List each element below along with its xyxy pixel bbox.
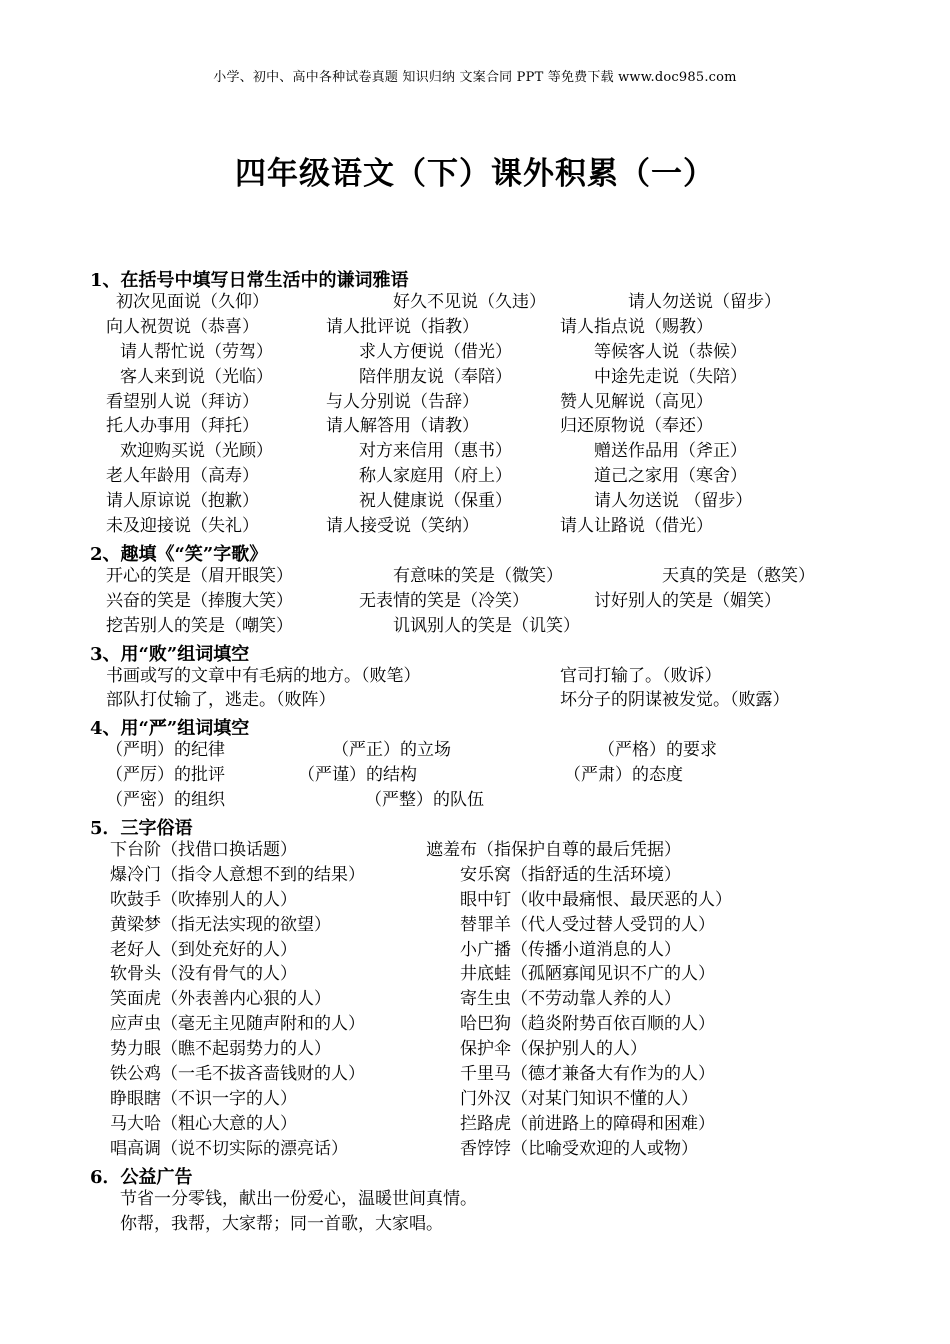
section-2-title: 2、趣填《“笑”字歌》 [90, 544, 268, 565]
s5-cell: 应声虫（毫无主见随声附和的人） [110, 1014, 365, 1034]
s4-cell: （严密）的组织 [106, 790, 225, 810]
s5-cell: 睁眼瞎（不识一字的人） [110, 1089, 297, 1109]
s5-cell: 拦路虎（前进路上的障碍和困难） [460, 1114, 715, 1134]
s5-cell: 马大哈（粗心大意的人） [110, 1114, 297, 1134]
s2-cell: 天真的笑是（憨笑） [662, 566, 815, 586]
s1-cell: 等候客人说（恭候） [594, 342, 747, 362]
s1-cell: 请人指点说（赐教） [560, 317, 713, 337]
s4-cell: （严谨）的结构 [298, 765, 417, 785]
s4-cell: （严厉）的批评 [106, 765, 225, 785]
s5-cell: 老好人（到处充好的人） [110, 940, 297, 960]
s1-cell: 陪伴朋友说（奉陪） [359, 367, 512, 387]
s1-cell: 请人帮忙说（劳驾） [120, 342, 273, 362]
section-3-title: 3、用“败”组词填空 [90, 644, 250, 665]
s5-cell: 千里马（德才兼备大有作为的人） [460, 1064, 715, 1084]
s1-cell: 请人解答用（请教） [326, 416, 479, 436]
s3-cell: 部队打仗输了，逃走。（败阵） [106, 690, 336, 710]
s5-cell: 门外汉（对某门知识不懂的人） [460, 1089, 698, 1109]
s4-cell: （严正）的立场 [332, 740, 451, 760]
section-5-title: 5．三字俗语 [90, 818, 193, 839]
s2-cell: 有意味的笑是（微笑） [393, 566, 563, 586]
s5-cell: 香饽饽（比喻受欢迎的人或物） [460, 1139, 698, 1159]
s1-cell: 归还原物说（奉还） [560, 416, 713, 436]
s1-cell: 对方来信用（惠书） [359, 441, 512, 461]
s1-cell: 请人原谅说（抱歉） [106, 491, 259, 511]
s1-cell: 看望别人说（拜访） [106, 392, 259, 412]
s2-cell: 开心的笑是（眉开眼笑） [106, 566, 293, 586]
s1-cell: 请人批评说（指教） [326, 317, 479, 337]
s5-cell: 遮羞布（指保护自尊的最后凭据） [426, 840, 681, 860]
page-title: 四年级语文（下）课外积累（一） [235, 156, 715, 192]
s1-cell: 与人分别说（告辞） [326, 392, 479, 412]
s3-cell: 书画或写的文章中有毛病的地方。（败笔） [106, 666, 421, 686]
section-6-title: 6．公益广告 [90, 1167, 193, 1188]
s1-cell: 请人勿送说 （留步） [594, 491, 753, 511]
s1-cell: 称人家庭用（府上） [359, 466, 512, 486]
s5-cell: 寄生虫（不劳动靠人养的人） [460, 989, 681, 1009]
s5-cell: 井底蛙（孤陋寡闻见识不广的人） [460, 964, 715, 984]
s2-cell: 兴奋的笑是（捧腹大笑） [106, 591, 293, 611]
s5-cell: 安乐窝（指舒适的生活环境） [460, 865, 681, 885]
s1-cell: 托人办事用（拜托） [106, 416, 259, 436]
s1-cell: 求人方便说（借光） [359, 342, 512, 362]
s5-cell: 替罪羊（代人受过替人受罚的人） [460, 915, 715, 935]
s5-cell: 下台阶（找借口换话题） [110, 840, 297, 860]
s5-cell: 唱高调（说不切实际的漂亮话） [110, 1139, 348, 1159]
section-1-title: 1、在括号中填写日常生活中的谦词雅语 [90, 270, 409, 291]
s1-cell: 欢迎购买说（光顾） [120, 441, 273, 461]
s1-cell: 请人让路说（借光） [560, 516, 713, 536]
s3-cell: 官司打输了。（败诉） [560, 666, 722, 686]
s4-cell: （严格）的要求 [598, 740, 717, 760]
s5-cell: 爆冷门（指令人意想不到的结果） [110, 865, 365, 885]
s4-cell: （严肃）的态度 [564, 765, 683, 785]
page-header: 小学、初中、高中各种试卷真题 知识归纳 文案合同 PPT 等免费下载 www.doc985.com [213, 70, 737, 85]
s4-cell: （严整）的队伍 [365, 790, 484, 810]
s5-cell: 哈巴狗（趋炎附势百依百顺的人） [460, 1014, 715, 1034]
s5-cell: 眼中钉（收中最痛恨、最厌恶的人） [460, 890, 732, 910]
s4-cell: （严明）的纪律 [106, 740, 225, 760]
s2-cell: 讨好别人的笑是（媚笑） [594, 591, 781, 611]
s1-cell: 请人勿送说（留步） [628, 292, 781, 312]
s6-text: 节省一分零钱，献出一份爱心，温暖世间真情。 [120, 1189, 477, 1209]
section-4-title: 4、用“严”组词填空 [90, 718, 250, 739]
s5-cell: 吹鼓手（吹捧别人的人） [110, 890, 297, 910]
s1-cell: 赠送作品用（斧正） [594, 441, 747, 461]
s5-cell: 软骨头（没有骨气的人） [110, 964, 297, 984]
s5-cell: 小广播（传播小道消息的人） [460, 940, 681, 960]
s5-cell: 势力眼（瞧不起弱势力的人） [110, 1039, 331, 1059]
s5-cell: 铁公鸡（一毛不拔吝啬钱财的人） [110, 1064, 365, 1084]
s1-cell: 向人祝贺说（恭喜） [106, 317, 259, 337]
s1-cell: 客人来到说（光临） [120, 367, 273, 387]
s5-cell: 黄梁梦（指无法实现的欲望） [110, 915, 331, 935]
s6-text: 你帮，我帮，大家帮；同一首歌，大家唱。 [120, 1214, 443, 1234]
s3-cell: 坏分子的阴谋被发觉。（败露） [560, 690, 790, 710]
s1-cell: 初次见面说（久仰） [116, 292, 269, 312]
s2-cell: 无表情的笑是（冷笑） [359, 591, 529, 611]
s1-cell: 好久不见说（久违） [393, 292, 546, 312]
s1-cell: 中途先走说（失陪） [594, 367, 747, 387]
s1-cell: 老人年龄用（高寿） [106, 466, 259, 486]
s1-cell: 请人接受说（笑纳） [326, 516, 479, 536]
s2-cell: 挖苦别人的笑是（嘲笑） [106, 616, 293, 636]
s1-cell: 赞人见解说（高见） [560, 392, 713, 412]
s1-cell: 未及迎接说（失礼） [106, 516, 259, 536]
s5-cell: 笑面虎（外表善内心狠的人） [110, 989, 331, 1009]
s5-cell: 保护伞（保护别人的人） [460, 1039, 647, 1059]
s2-cell: 讥讽别人的笑是（讥笑） [393, 616, 580, 636]
s1-cell: 道己之家用（寒舍） [594, 466, 747, 486]
s1-cell: 祝人健康说（保重） [359, 491, 512, 511]
